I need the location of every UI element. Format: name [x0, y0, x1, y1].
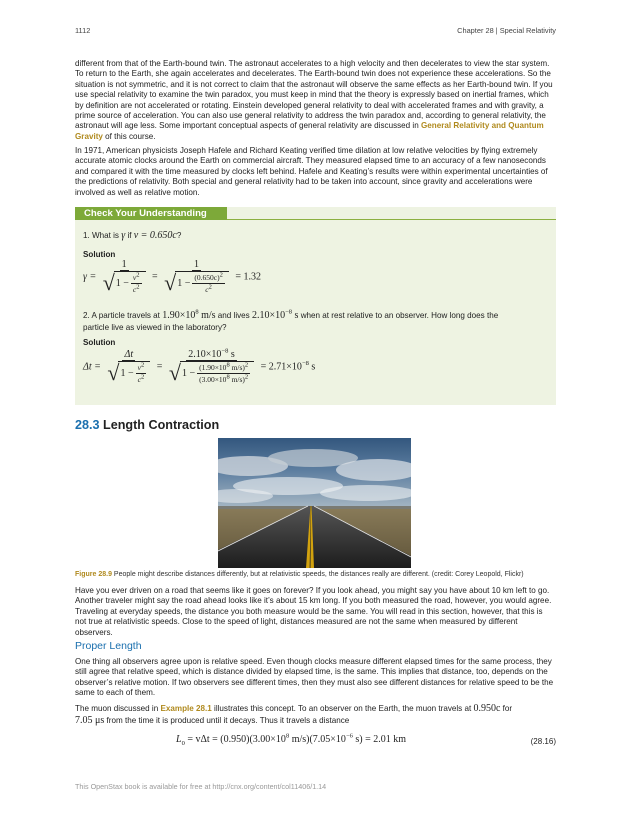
general-relativity-link[interactable]: General Relativity and Quantum Gravity	[75, 121, 544, 141]
equation-gamma: γ = 1 √ 1 − $\frac{v^2}{c^2}$ = 1 √ 1 − $\frac{(0.650c)^2}{c^2}$ = 1.32	[83, 259, 261, 295]
figure-caption: Figure 28.9 People might describe distances differently, but at relativistic speeds, the distances really are different. (credit: Corey Leopold, Flickr)	[75, 571, 524, 578]
footer-note: This OpenStax book is available for free at http://cnx.org/content/col11406/1.14	[75, 782, 327, 791]
equation-time-dilation: Δt = Δt √ 1 − $\frac{v^2}{c^2}$ = $2.10\times 10^{-8}$ s √ 1 − $\frac{(1.90\times 10^8 m/s)^2}{(3.00\times 10^8 m/s)^2}$ = $2.71\times 10^{-8}$ s	[83, 347, 316, 385]
solution-label-2: Solution	[83, 338, 116, 347]
example-28-1-link[interactable]: Example 28.1	[160, 704, 212, 713]
paragraph-hafele-keating: In 1971, American physicists Joseph Hafele and Richard Keating verified time dilation at low relative velocities by flying extremely accurate atomic clocks around the Earth on commercial aircraft. They measured elapsed time to an accuracy of a few nanoseconds and compared it with the time measured by clocks left behind. Hafele and Keating’s results were within experimental uncertainties of the predictions of relativity. Both special and general relativity had to be taken into account, since gravity and accelerations were involved as well as relative motion.	[75, 146, 548, 197]
paragraph-road: Have you ever driven on a road that seems like it goes on forever? If you look ahead, you might say you have about 10 km left to go. Another traveler might say the road ahead looks like it’s about 15 km long. If you both measured the road, however, you would agree. Traveling at everyday speeds, the distance you both measure would be the same. You will read in this section, however, that this is not true at relativistic speeds. Close to the speed of light, distances measured are not the same when measured by different observers.	[75, 586, 552, 637]
question-2-cont: particle live as viewed in the laboratory?	[83, 323, 227, 332]
paragraph-muon-cont: 7.05 μs from the time it is produced until it decays. Thus it travels a distance	[75, 715, 350, 726]
chapter-header: Chapter 28 | Special Relativity	[457, 26, 556, 35]
question-2: 2. A particle travels at $1.90\times 10^8$ m/s and lives $2.10\times 10^{-8}$ s when at rest relative to an observer. How long does the	[83, 308, 499, 321]
check-understanding-title: Check Your Understanding	[75, 207, 227, 220]
equation-number: (28.16)	[530, 737, 556, 746]
page-number: 1112	[75, 26, 91, 35]
paragraph-twin-paradox: different from that of the Earth-bound twin. The astronaut accelerates to a high velocity and then decelerates to view the star system. To return to the Earth, she again accelerates and decelerates. The Earth-bound twin does not experience these accelerations. So the situation is not symmetric, and it is not correct to claim that the astronaut will observe the same effects as her Earth-bound twin. If you use special relativity to examine the twin paradox, you must keep in mind that the theory is expressly based on inertial frames, which by definition are not accelerated or rotating. Einstein developed general relativity to deal with accelerated frames and with gravity, a prime source of acceleration. You can also use general relativity to address the twin paradox and, according to general relativity, the astronaut will age less. Some important conceptual aspects of general relativity are discussed in General Relativity and Quantum Gravity of this course.	[75, 59, 553, 141]
subsection-title: Proper Length	[75, 640, 142, 652]
paragraph-proper-length: One thing all observers agree upon is relative speed. Even though clocks measure different elapsed times for the same process, they still agree that relative speed, which is distance divided by elapsed time, is the same. This implies that distance, too, depends on the observer’s relative motion. If two observers see different times, then they must also see different distances for relative speed to be the same to each of them.	[75, 657, 554, 698]
section-title: 28.3 Length Contraction	[75, 418, 220, 432]
equation-28-16: $L_0 = v\Delta t = (0.950)(3.00\times 10^8$ $m/s)(7.05\times 10^{-6}$ s) = 2.01 km	[176, 732, 406, 747]
road-photo	[218, 438, 411, 568]
solution-label-1: Solution	[83, 250, 116, 259]
question-1: 1. What is γ if v = 0.650c?	[83, 230, 182, 241]
paragraph-muon: The muon discussed in Example 28.1 illustrates this concept. To an observer on the Earth, the muon travels at 0.950c for	[75, 703, 513, 714]
